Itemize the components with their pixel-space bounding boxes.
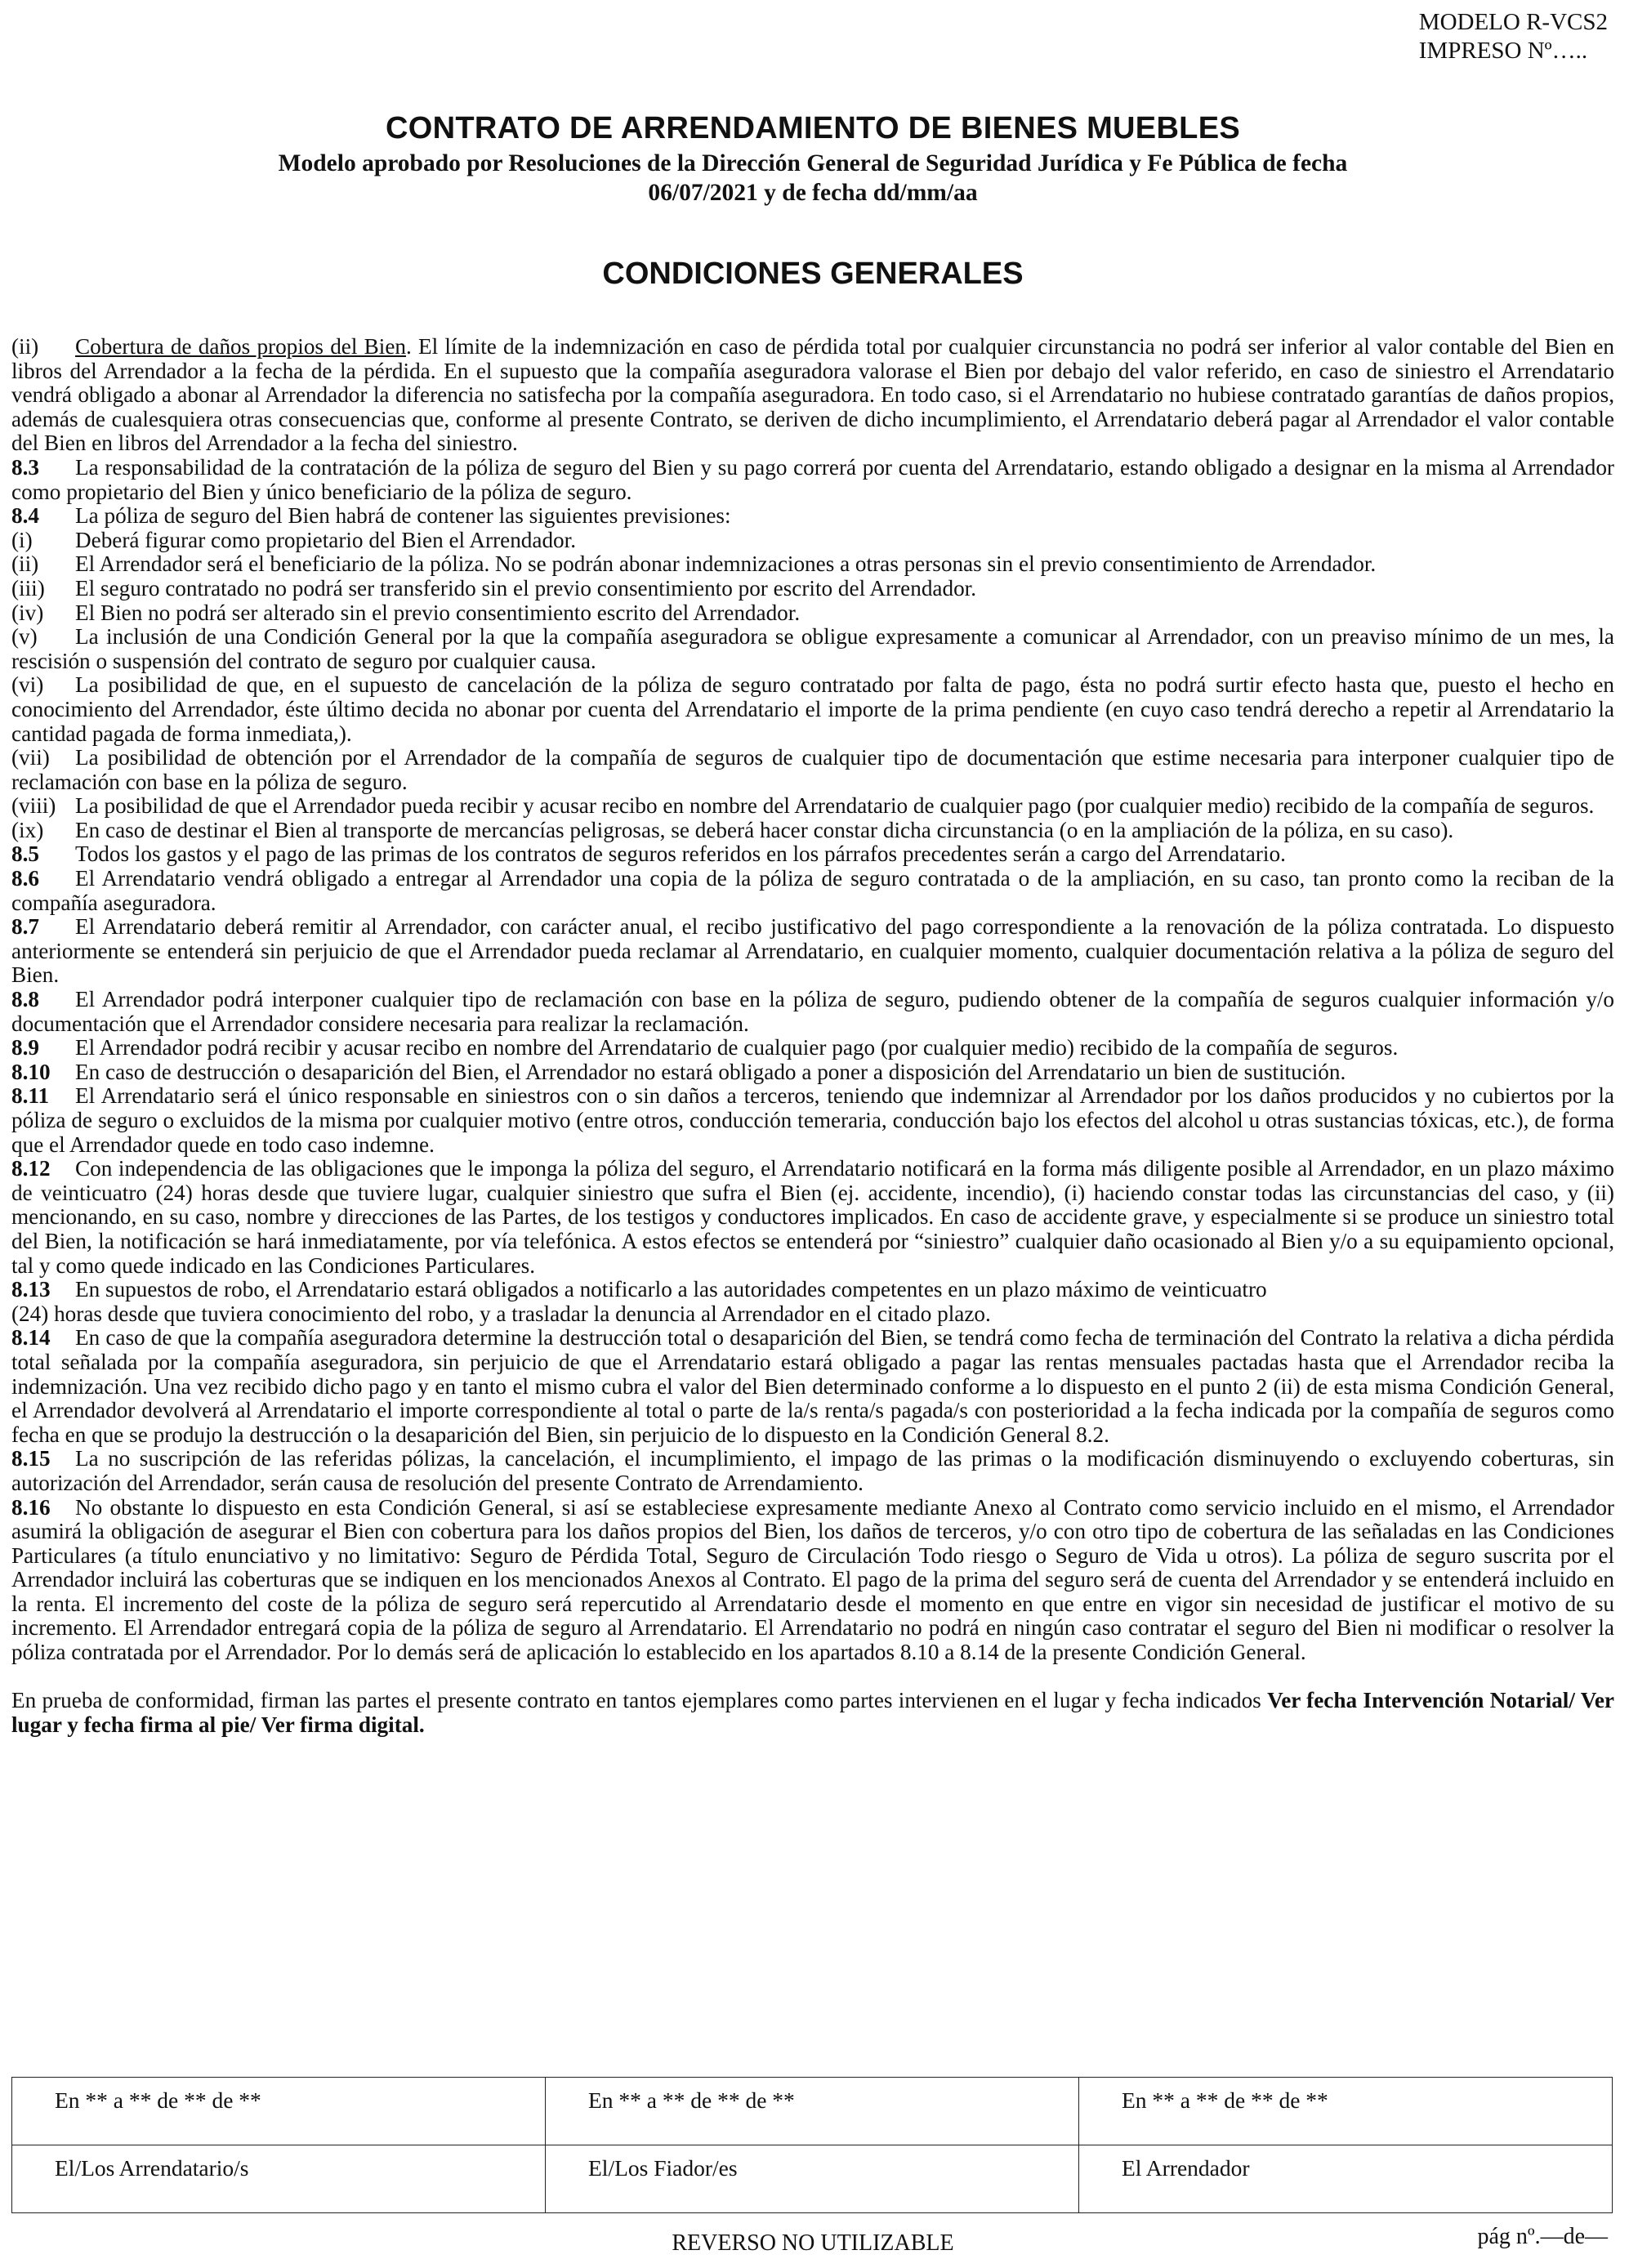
clause-8-12 <box>11 1157 1614 1278</box>
clause-8-13 <box>11 1278 1614 1302</box>
item-marker: (vi) <box>11 672 44 698</box>
clause-text: Todos los gastos y el pago de las primas de los contratos de seguros referidos en los párrafos precedentes serán a cargo del Arrendatario. <box>75 842 1286 867</box>
item-text: El seguro contratado no podrá ser transferido sin el previo consentimiento por escrito del Arrendador. <box>75 575 977 600</box>
document-subtitle <box>11 149 1614 208</box>
signature-fiador: El/Los Fiador/es <box>546 2145 1079 2213</box>
item-marker: (vii) <box>11 745 50 770</box>
signature-arrendador: El Arrendador <box>1079 2145 1613 2213</box>
clause-number: 8.11 <box>11 1083 50 1109</box>
clause-marker: (ii) <box>11 334 39 359</box>
clause-8-15 <box>11 1447 1614 1495</box>
document-title: CONTRATO DE ARRENDAMIENTO DE BIENES MUEBLES <box>385 111 1240 145</box>
model-header <box>1419 8 1608 65</box>
clause-8-8 <box>11 988 1614 1036</box>
clause-number: 8.3 <box>11 454 39 480</box>
item-text: La posibilidad de obtención por el Arrendador de la compañía de seguros de cualquier tipo de documentación que estime necesaria para interponer cualquier tipo de reclamación con base en la póliza de seguro. <box>11 745 1614 794</box>
clause-8-2-ii <box>11 335 1614 456</box>
model-code: MODELO R-VCS2 <box>1418 9 1608 35</box>
clause-text: Con independencia de las obligaciones que le imponga la póliza del seguro, el Arrendatario notificará en la forma más diligente posible al Arrendador, en un plazo máximo de veinticuatro (24) horas desde que tuviere lugar, cualquier siniestro que sufra el Bien (ej. accidente, incendio), (i) haciendo constar todas las circunstancias del caso, y (ii) mencionando, en su caso, nombre y direcciones de las Partes, de los testigos y conductores implicados. En caso de accidente grave, y especialmente si se produce un siniestro total del Bien, la notificación se hará inmediatamente, por vía telefónica. A estos efectos se entenderá por “siniestro” cualquier daño ocasionado al Bien y/o a su equipamiento opcional, tal y como quede indicado en las Condiciones Particulares. <box>11 1156 1614 1278</box>
clause-number: 8.16 <box>11 1494 51 1520</box>
paragraph-spacer <box>11 1665 1614 1690</box>
clause-8-16 <box>11 1496 1614 1665</box>
item-marker: (ii) <box>11 551 39 577</box>
clause-text: La no suscripción de las referidas pólizas, la cancelación, el incumplimiento, el impago de las primas o la modificación disminuyendo o excluyendo coberturas, sin autorización del Arrendador, serán causa de resolución del presente Contrato de Arrendamiento. <box>11 1446 1614 1495</box>
clause-number: 8.15 <box>11 1446 51 1471</box>
clause-heading: Cobertura de daños propios del Bien <box>75 334 406 359</box>
table-row <box>12 2145 1613 2213</box>
list-item <box>11 529 1614 553</box>
clause-8-13-continued: (24) horas desde que tuviera conocimiento del robo, y a trasladar la denuncia al Arrendador en el citado plazo. <box>11 1301 991 1326</box>
section-title: CONDICIONES GENERALES <box>602 257 1024 291</box>
clause-text: En caso de destrucción o desaparición del Bien, el Arrendador no estará obligado a poner a disposición del Arrendatario un bien de sustitución. <box>75 1059 1346 1084</box>
signature-arrendatario: El/Los Arrendatario/s <box>12 2145 546 2213</box>
clause-number: 8.7 <box>11 914 39 940</box>
item-text: Deberá figurar como propietario del Bien el Arrendador. <box>75 527 576 552</box>
clause-text: En caso de que la compañía aseguradora determine la destrucción total o desaparición del Bien, se tendrá como fecha de terminación del Contrato la relativa a dicha pérdida total señalada por la compañía aseguradora, sin perjuicio de que el Arrendatario estará obligado a pagar las rentas mensuales pactadas hasta que el Arrendador reciba la indemnización. Una vez recibido dicho pago y en tanto el mismo cubra el valor del Bien determinado conforme a lo dispuesto en el punto 2 (ii) de esta misma Condición General, el Arrendador devolverá al Arrendatario el importe correspondiente al total o parte de la/s renta/s pagada/s con posterioridad a la fecha indicada por la compañía de seguros como fecha en que se produjo la destrucción o la desaparición del Bien, sin perjuicio de lo dispuesto en la Condición General 8.2. <box>11 1325 1614 1447</box>
clause-8-9 <box>11 1036 1614 1060</box>
date-cell-fiador: En ** a ** de ** de ** <box>546 2078 1079 2145</box>
list-item <box>11 673 1614 746</box>
list-item <box>11 552 1614 577</box>
clause-8-4 <box>11 504 1614 529</box>
clause-number: 8.13 <box>11 1277 51 1302</box>
list-item <box>11 577 1614 601</box>
clause-text: No obstante lo dispuesto en esta Condición General, si así se estableciese expresamente mediante Anexo al Contrato como servicio incluido en el mismo, el Arrendador asumirá la obligación de asegurar el Bien con cobertura para los daños propios del Bien, los daños de terceros, y/o con otro tipo de cobertura de las señaladas en las Condiciones Particulares (a título enunciativo y no limitativo: Seguro de Pérdida Total, Seguro de Circulación Todo riesgo o Seguro de Vida u otros). La póliza de seguro suscrita por el Arrendador incluirá las coberturas que se indiquen en los mencionados Anexos al Contrato. El pago de la prima del seguro será de cuenta del Arrendador y se entenderá incluido en la renta. El incremento del coste de la póliza de seguro será repercutido al Arrendatario desde el momento en que entre en vigor sin necesidad de justificar el motivo de su incremento. El Arrendador entregará copia de la póliza de seguro al Arrendatario. El Arrendatario no podrá en ningún caso contratar el seguro del Bien ni modificar o resolver la póliza contratada por el Arrendador. Por lo demás será de aplicación lo establecido en los apartados 8.10 a 8.14 de la presente Condición General. <box>11 1494 1614 1665</box>
subtitle-line-2: 06/07/2021 y de fecha dd/mm/aa <box>648 180 978 206</box>
clause-8-6 <box>11 867 1614 915</box>
document-page <box>11 0 1614 2268</box>
clause-text: El Arrendatario vendrá obligado a entregar al Arrendador una copia de la póliza de seguro contratada o de la ampliación, en su caso, tan pronto como la reciban de la compañía aseguradora. <box>11 866 1614 915</box>
clause-text: La responsabilidad de la contratación de la póliza de seguro del Bien y su pago correrá por cuenta del Arrendatario, estando obligado a designar en la misma al Arrendador como propietario del Bien y único beneficiario de la póliza de seguro. <box>11 454 1614 504</box>
clause-8-5 <box>11 842 1614 867</box>
item-text: La posibilidad de que, en el supuesto de cancelación de la póliza de seguro contratado por falta de pago, ésta no podrá surtir efecto hasta que, puesto el hecho en conocimiento del Arrendador, éste último decida no abonar por cuenta del Arrendatario el importe de la prima pendiente (en cuyo caso tendrá derecho a repetir al Arrendatario la cantidad pagada de forma inmediata,). <box>11 672 1614 746</box>
clause-number: 8.8 <box>11 987 39 1012</box>
impreso-number: IMPRESO Nº….. <box>1418 38 1588 64</box>
item-marker: (v) <box>11 624 38 650</box>
item-marker: (iii) <box>11 575 45 600</box>
clause-number: 8.5 <box>11 842 39 867</box>
list-item <box>11 746 1614 794</box>
clause-8-14 <box>11 1326 1614 1447</box>
item-text: En caso de destinar el Bien al transporte de mercancías peligrosas, se deberá hacer constar dicha circunstancia (o en la ampliación de la póliza, en su caso). <box>75 817 1454 842</box>
closing-paragraph <box>11 1689 1614 1737</box>
reverso-note: REVERSO NO UTILIZABLE <box>672 2230 954 2256</box>
item-text: El Bien no podrá ser alterado sin el previo consentimiento escrito del Arrendador. <box>75 600 801 625</box>
date-cell-arrendatario: En ** a ** de ** de ** <box>12 2078 546 2145</box>
clause-text: En supuestos de robo, el Arrendatario estará obligados a notificarlo a las autoridades competentes en un plazo máximo de veinticuatro <box>75 1277 1267 1302</box>
closing-text: En prueba de conformidad, firman las partes el presente contrato en tantos ejemplares como partes intervienen en el lugar y fecha indicados <box>11 1688 1268 1713</box>
subtitle-line-1: Modelo aprobado por Resoluciones de la Dirección General de Seguridad Jurídica y Fe Pública de fecha <box>278 150 1348 176</box>
signature-table <box>11 2077 1613 2213</box>
item-marker: (iv) <box>11 600 44 625</box>
clause-8-7 <box>11 915 1614 988</box>
item-text: La inclusión de una Condición General por la que la compañía aseguradora se obligue expresamente a comunicar al Arrendador, con un preaviso mínimo de un mes, la rescisión o suspensión del contrato de seguro por cualquier causa. <box>11 624 1614 673</box>
table-row <box>12 2078 1613 2145</box>
clause-number: 8.10 <box>11 1059 51 1084</box>
closing-bold-text: Ver fecha Intervención Notarial/ Ver lugar y fecha firma al pie/ Ver firma digital. <box>11 1688 1614 1737</box>
clause-8-11 <box>11 1084 1614 1157</box>
item-marker: (viii) <box>11 793 56 819</box>
list-item <box>11 625 1614 673</box>
page-number: pág nº.—de— <box>1477 2224 1608 2249</box>
item-text: El Arrendador será el beneficiario de la póliza. No se podrán abonar indemnizaciones a otras personas sin el previo consentimiento de Arrendador. <box>75 551 1377 577</box>
clauses-body <box>11 335 1614 1737</box>
clause-text: El Arrendador podrá recibir y acusar recibo en nombre del Arrendatario de cualquier pago (por cualquier medio) recibido de la compañía de seguros. <box>75 1035 1399 1060</box>
clause-number: 8.4 <box>11 503 39 529</box>
clause-text: El Arrendador podrá interponer cualquier tipo de reclamación con base en la póliza de seguro, pudiendo obtener de la compañía de seguros cualquier información y/o documentación que el Arrendador considere necesaria para realizar la reclamación. <box>11 987 1614 1036</box>
clause-text: El Arrendatario será el único responsable en siniestros con o sin daños a terceros, teniendo que indemnizar al Arrendador por los daños producidos y no cubiertos por la póliza de seguro o excluidos de la misma por cualquier motivo (entre otros, conducción temeraria, conducción bajo los efectos del alcohol u otras sustancias tóxicas, etc.), de forma que el Arrendador quede en todo caso indemne. <box>11 1083 1614 1157</box>
clause-number: 8.6 <box>11 866 39 891</box>
clause-number: 8.14 <box>11 1325 51 1351</box>
list-item <box>11 601 1614 626</box>
item-marker: (i) <box>11 527 33 552</box>
list-item <box>11 819 1614 843</box>
clause-number: 8.9 <box>11 1035 39 1060</box>
clause-number: 8.12 <box>11 1156 51 1181</box>
clause-text: El Arrendatario deberá remitir al Arrendador, con carácter anual, el recibo justificativo del pago correspondiente a la renovación de la póliza contratada. Lo dispuesto anteriormente se entenderá sin perjuicio de que el Arrendador pueda reclamar al Arrendatario, en cualquier momento, cualquier documentación relativa a la póliza de seguro del Bien. <box>11 914 1614 988</box>
clause-8-10 <box>11 1060 1614 1085</box>
item-marker: (ix) <box>11 817 44 842</box>
clause-text: . El límite de la indemnización en caso de pérdida total por cualquier circunstancia no podrá ser inferior al valor contable del Bien en libros del Arrendador a la fecha de la pérdida. En el supuesto que la compañía aseguradora valorase el Bien por debajo del valor referido, en caso de siniestro el Arrendatario vendrá obligado a abonar al Arrendador la diferencia no satisfecha por la compañía aseguradora. En todo caso, si el Arrendatario no hubiese contratado garantías de daños propios, además de cualesquiera otras consecuencias que, conforme al presente Contrato, se deriven de dicho incumplimiento, el Arrendatario deberá pagar al Arrendador el valor contable del Bien en libros del Arrendador a la fecha del siniestro. <box>11 334 1614 456</box>
list-item <box>11 794 1614 819</box>
clause-8-3 <box>11 456 1614 504</box>
clause-text: La póliza de seguro del Bien habrá de contener las siguientes previsiones: <box>75 503 731 529</box>
date-cell-arrendador: En ** a ** de ** de ** <box>1079 2078 1613 2145</box>
item-text: La posibilidad de que el Arrendador pueda recibir y acusar recibo en nombre del Arrendatario de cualquier pago (por cualquier medio) recibido de la compañía de seguros. <box>75 793 1595 819</box>
